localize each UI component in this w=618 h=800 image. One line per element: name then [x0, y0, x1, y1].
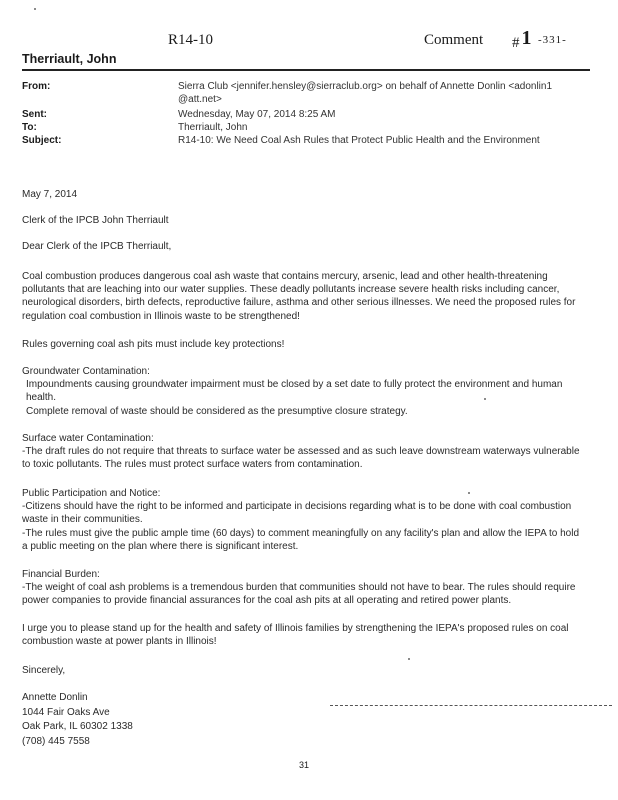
- surface-section: [22, 432, 582, 472]
- comment-number: [512, 27, 532, 53]
- groundwater-heading: Groundwater Contamination:: [22, 366, 150, 377]
- hash-sign: #: [512, 35, 520, 51]
- recipient-name-heading: Therriault, John: [22, 52, 117, 66]
- comment-label: Comment: [424, 32, 484, 48]
- scan-speck: [484, 398, 486, 400]
- docket-code: R14-10: [168, 32, 213, 48]
- signature-block: [22, 691, 582, 749]
- groundwater-section: [22, 365, 582, 418]
- scan-speck: [468, 492, 470, 494]
- page-number: 31: [299, 760, 310, 770]
- comment-number-value: 1: [521, 27, 532, 49]
- closing: Sincerely,: [22, 665, 66, 676]
- intro-text: Coal combustion produces dangerous coal ash waste that contains mercury, arsenic, lead and other health-threatening pollutants that are leaching into our water supplies. These deadly pollutants increase severe health risks including cancer, neurological disorders, birth defects, reproductive failure, asthma and other serious illnesses. We need the proposed rules for regulation coal combustion in Illinois waste to be strengthened!: [22, 271, 576, 322]
- groundwater-item-2: Complete removal of waste should be considered as the presumptive closure strategy.: [26, 405, 408, 417]
- page-code: -331-: [538, 34, 567, 46]
- signer-name: Annette Donlin: [22, 692, 88, 703]
- closing-paragraph-text: I urge you to please stand up for the health and safety of Illinois families by strengthening the IEPA's proposed rules on coal combustion waste at power plants in Illinois!: [22, 623, 569, 648]
- signer-street: 1044 Fair Oaks Ave: [22, 706, 110, 718]
- surface-item-1: -The draft rules do not require that threats to surface water be assessed and as such leave downstream waterways vulnerable to toxic pollutants. The rules must protect surface waters from contamination.: [22, 446, 580, 471]
- sent-value: Wednesday, May 07, 2014 8:25 AM: [178, 109, 336, 120]
- signer-phone: (708) 445 7558: [22, 735, 90, 747]
- header-divider: [22, 69, 590, 71]
- financial-section: [22, 568, 582, 608]
- intro-paragraph: [22, 270, 582, 323]
- subject-value: R14-10: We Need Coal Ash Rules that Protect Public Health and the Environment: [178, 135, 540, 146]
- from-label: From:: [22, 81, 51, 92]
- to-value: Therriault, John: [178, 122, 248, 133]
- groundwater-item-1: Impoundments causing groundwater impairment must be closed by a set date to fully protect the environment and human health.: [26, 379, 563, 404]
- public-item-2: -The rules must give the public ample time (60 days) to comment meaningfully on any facility's plan and allow the IEPA to hold a public meeting on the plan where there is significant interest.: [22, 527, 580, 552]
- scan-speck: [34, 8, 36, 10]
- scan-rule-line: [330, 705, 612, 706]
- scan-speck: [408, 658, 410, 660]
- letter-date: May 7, 2014: [22, 189, 78, 200]
- surface-heading: Surface water Contamination:: [22, 433, 154, 444]
- financial-heading: Financial Burden:: [22, 569, 100, 580]
- signer-city: Oak Park, IL 60302 1338: [22, 721, 133, 732]
- sent-label: Sent:: [22, 109, 47, 120]
- from-value: Sierra Club <jennifer.hensley@sierraclub.org> on behalf of Annette Donlin <adonlin1 @att.net>: [178, 81, 553, 105]
- public-heading: Public Participation and Notice:: [22, 488, 161, 499]
- letter-addressee: Clerk of the IPCB John Therriault: [22, 215, 169, 226]
- rules-intro: Rules governing coal ash pits must include key protections!: [22, 339, 285, 350]
- public-item-1: -Citizens should have the right to be informed and participate in decisions regarding what is to be done with coal combustion waste in their communities.: [22, 501, 572, 526]
- financial-item-1: -The weight of coal ash problems is a tremendous burden that communities should not have to bear. The rules should require power companies to provide financial assurances for the coal ash pits at all operating and retired power plants.: [22, 582, 576, 607]
- to-label: To:: [22, 122, 37, 133]
- closing-paragraph: [22, 622, 582, 648]
- letter-salutation: Dear Clerk of the IPCB Therriault,: [22, 241, 172, 252]
- public-section: [22, 487, 582, 553]
- subject-label: Subject:: [22, 135, 62, 146]
